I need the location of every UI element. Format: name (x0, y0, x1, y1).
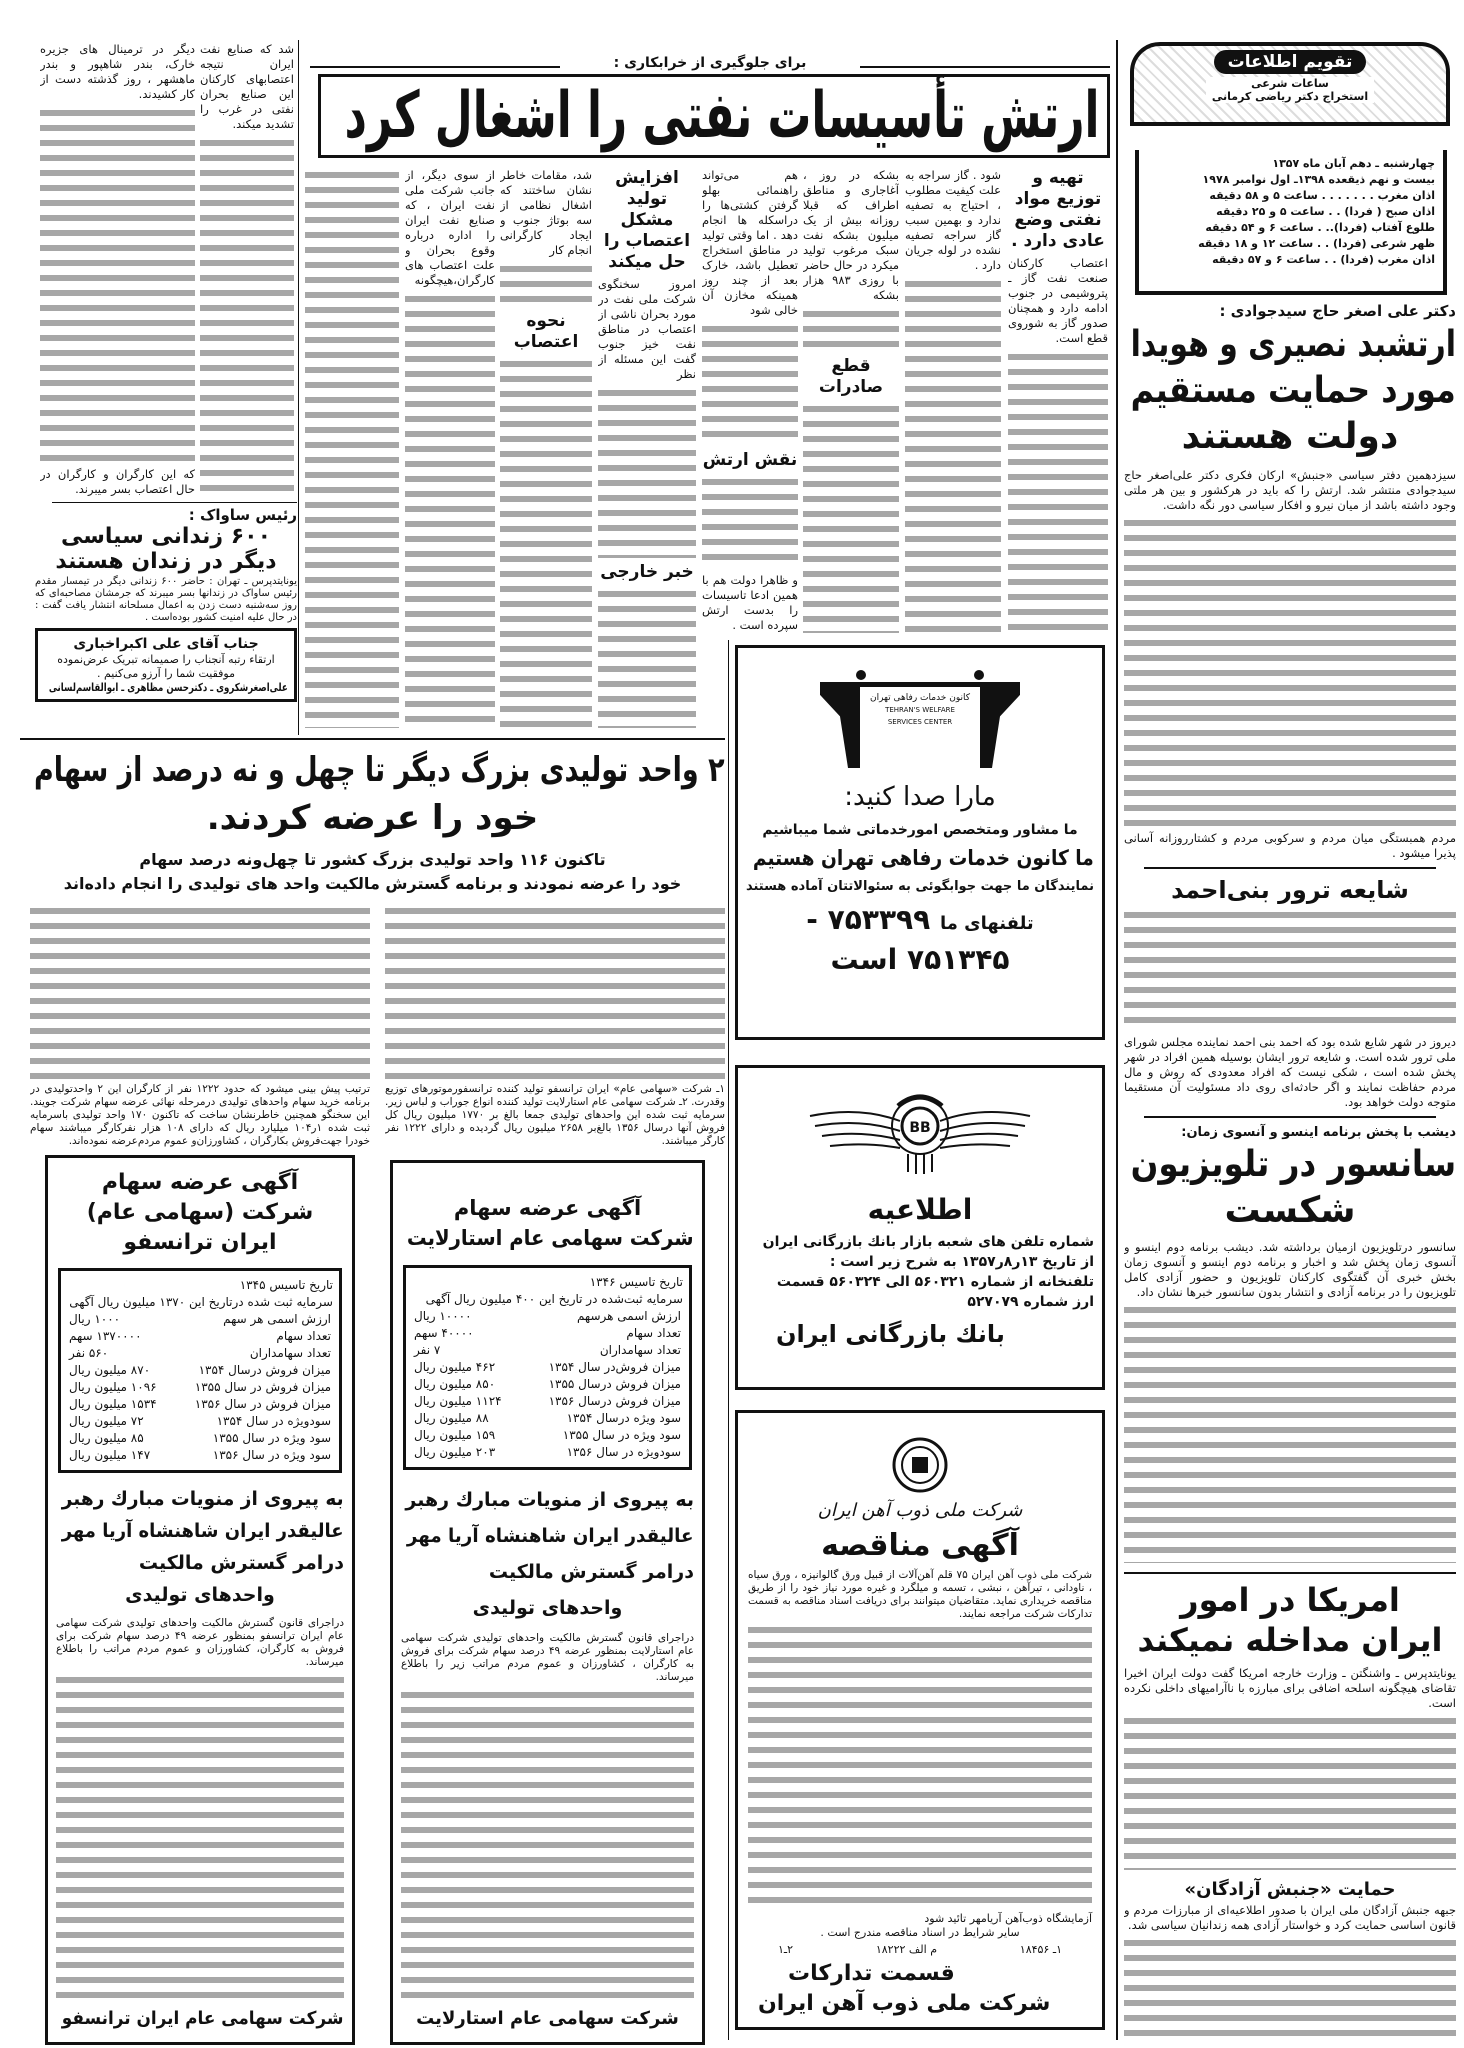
bank-notice-line (746, 1232, 1094, 1252)
fact-value: ۱۴۷ میلیون ریال (69, 1448, 151, 1462)
tv-headline (1124, 1142, 1456, 1234)
ad-title-line (401, 1223, 694, 1253)
calendar-date-hijri (1147, 172, 1435, 188)
ad-motto-line (401, 1590, 694, 1626)
article-text-lines (803, 402, 899, 633)
calendar-title: تقویم اطلاعات (1214, 50, 1367, 74)
fit-wrapper: حمایت «جنبش آزادگان» (1184, 1879, 1396, 1901)
tender-ref: ۲ـ۱ (778, 1943, 794, 1956)
fact-value: ۷۲ میلیون ریال (69, 1414, 144, 1428)
fit-wrapper: سانسور در تلویزیون (1130, 1144, 1456, 1186)
article-text-lines (40, 106, 195, 463)
tv-kicker (1124, 1124, 1456, 1142)
main-headline-box (318, 74, 1110, 158)
ad-fact-row (67, 1311, 333, 1328)
ad-footer (56, 2006, 344, 2032)
fact-label: میزان فروش درسال ۱۳۵۴ (198, 1363, 331, 1377)
article-text-lines (702, 475, 798, 569)
ad-starlight (390, 1160, 705, 2045)
javadi-headline-line (1124, 414, 1456, 460)
fit-wrapper: شرکت سهامی عام استارلایت (416, 2008, 679, 2029)
ad-iran-transfo (45, 1155, 355, 2045)
fit-wrapper: طلوع آفتاب (فردا).. . ساعت ۶ و ۵۴ دقیقه (1205, 221, 1435, 234)
fit-wrapper: چهارشنبه ـ دهم آبان ماه ۱۳۵۷ (1272, 157, 1435, 170)
prayer-time (1147, 204, 1435, 220)
fact-value: ۵۶۰ نفر (69, 1346, 109, 1360)
welfare-logo-texts (864, 692, 976, 728)
article-text-lines (385, 904, 725, 1079)
section-divider (20, 738, 725, 740)
phone-number (746, 942, 1094, 978)
logo-bar-shape (860, 682, 980, 687)
phones-label: تلفنهای ما (939, 913, 1034, 934)
left-column-1 (200, 42, 294, 497)
fact-label: ارزش اسمی هرسهم (576, 1309, 681, 1323)
main-column-5 (598, 168, 696, 728)
ad-title-line (56, 1168, 344, 1198)
fit-wrapper: شرکت سهامی عام استارلایت (407, 1226, 694, 1250)
tender-ref: م الف ۱۸۲۲۲ (875, 1943, 938, 1956)
ad-motto-line (56, 1515, 344, 1547)
divider (1144, 1116, 1436, 1118)
article-text-lines (500, 262, 592, 307)
tv-headline-line (1124, 1142, 1456, 1188)
article-text-lines (30, 904, 370, 1079)
welfare-line2 (746, 844, 1094, 872)
savak-kicker: رئیس ساواک : (188, 506, 297, 524)
prayer-time (1147, 252, 1435, 268)
main-text: بشکه در روز ، آغاجاری و مناطق اطراف که قبلا روزانه بیش از یک میلیون بشکه نفت سبک مرغوب تولید میکرد در حال حاضر با روزی ۹۸۳ هزار بشکه (803, 168, 899, 302)
bank-notice-title: اطلاعیه (867, 1193, 973, 1226)
article-text-lines (905, 277, 1001, 633)
tender-references (748, 1940, 1092, 1959)
savak-section (35, 506, 297, 732)
tender-sign2: شرکت ملی ذوب آهن ایران (758, 1991, 1051, 2016)
fact-label: تعداد سهام (276, 1329, 331, 1343)
fit-wrapper: خود را عرضه نمودند و برنامه گسترش مالکیت واحد های تولیدی را انجام داده‌اند (63, 874, 682, 893)
fit-wrapper: اذان مغرب . . . . . . . ساعت ۵ و ۵۸ دقیقه (1209, 189, 1435, 202)
ad-facts-table (67, 1311, 333, 1464)
left-text: دیگر در ترمینال های جزیره خارک، بندر شاهپور و بندر ماهشهر ، روز گذشته دست از کار کشیدند. (40, 42, 195, 101)
fact-label: سودویژه در سال ۱۳۵۶ (566, 1445, 681, 1459)
right-column-articles (1124, 302, 1456, 2040)
left-column-2 (40, 42, 195, 497)
ad-body: دراجرای قانون گسترش مالکیت واحدهای تولیدی شرکت سهامی عام استارلایت بمنظور عرضه ۴۹ درصد سهام شرکت برای فروش به کارگران ، کشاورزان و عموم مردم مراتب زیر را باطلاع میرساند. (401, 1632, 694, 1683)
main-text: شد، مقامات خاطر نشان ساختند که اشغال نظامی از سه بوتاژ جنوب و ایجاد کارگرانی انجام کار (500, 168, 592, 257)
article-text-lines (748, 1623, 1092, 1910)
fit-wrapper: آگهی عرضه سهام (101, 1170, 299, 1195)
fit-wrapper: تلفنخانه از شماره ۵۶۰۳۲۱ الی ۵۶۰۳۲۴ قسمت (776, 1274, 1094, 1290)
fit-wrapper: ارتش تأسیسات نفتی را اشغال کرد (344, 79, 1099, 153)
welfare-logo-text-en (864, 716, 976, 728)
ad-fact-row (412, 1325, 683, 1342)
left-text-end: که این کارگران و کارگران در حال اعتصاب بسر میبرند. (40, 467, 195, 496)
tender-title: آگهی مناقصه (821, 1528, 1019, 1563)
fact-value: ۱۰۰۰ ریال (69, 1312, 121, 1326)
main-text: و ظاهرا دولت هم با همین ادعا تاسیسات را بدست ارتش سپرده است . (702, 573, 798, 632)
ad-fact-row (67, 1430, 333, 1447)
fit-wrapper: امریکا در امور (1180, 1581, 1400, 1620)
article-text-lines (803, 307, 899, 352)
fit-wrapper: شایعه ترور بنی‌احمد (1171, 875, 1409, 904)
fit-wrapper: واحدهای تولیدی (472, 1597, 623, 1619)
congratulations-box (35, 628, 297, 702)
ad-fact: سرمایه ثبت‌شده در تاریخ این ۴۰۰ میلیون ریال آگهی (425, 1292, 683, 1306)
fit-wrapper: شرکت سهامی عام ایران ترانسفو (62, 2008, 344, 2029)
fact-label: تعداد سهامداران (249, 1346, 331, 1360)
main-kicker: برای جلوگیری از خرابکاری : (560, 54, 860, 72)
article-text-lines (1124, 1303, 1456, 1563)
main-text: امروز سخنگوی شرکت ملی نفت در مورد بحران ناشی از اعتصاب در مناطق نفت خیز جنوب گفت این مسئله از نظر (598, 277, 696, 381)
azadegan-headline (1124, 1877, 1456, 1903)
fit-wrapper: مورد حمایت مستقیم (1130, 370, 1456, 411)
prayer-times-box (1135, 150, 1447, 295)
ad-facts-table (412, 1308, 683, 1461)
shares-subheadline-line (20, 848, 725, 872)
article-text-lines (56, 1673, 344, 1998)
tender-company-script: شرکت ملی ذوب آهن ایران (817, 1500, 1023, 1521)
main-column-3 (803, 168, 899, 633)
javadi-headline-line (1124, 368, 1456, 414)
ad-title-line (56, 1228, 344, 1258)
ad-motto-line (401, 1518, 694, 1554)
ad-facts-table-body (67, 1311, 333, 1464)
shares-text-right (385, 904, 725, 1148)
fact-label: ارزش اسمی هر سهم (223, 1312, 331, 1326)
main-text: از سوی دیگر، از جانب شرکت ملی نفت ایران ، که صنایع نفت ایران را اداره درباره وقوع بحران و علت اعتصاب های کارگران،هیچگونه (405, 168, 495, 287)
ad-fact-row (67, 1396, 333, 1413)
welfare-line3 (746, 878, 1094, 896)
fact-value: ۴۰۰۰۰ سهم (414, 1326, 474, 1340)
article-text-lines (598, 587, 696, 729)
main-subhead: تهیه و توزیع مواد نفتی وضع عادی دارد . (1011, 168, 1105, 251)
article-text-lines (405, 292, 495, 728)
fact-label: سود ویژه در سال ۱۳۵۶ (212, 1448, 331, 1462)
article-text-lines (1124, 1936, 1456, 2040)
fit-wrapper: ارتشبد نصیری و هویدا (1130, 324, 1456, 365)
prayer-time (1147, 220, 1435, 236)
ad-title (56, 1168, 344, 1258)
welfare-logo-text-en (864, 704, 976, 716)
fact-label: تعداد سهامداران (599, 1343, 681, 1357)
fit-wrapper: ایران ترانسفو (123, 1230, 277, 1255)
ad-fact-row (412, 1359, 683, 1376)
fit-wrapper: ۲ واحد تولیدی بزرگ دیگر تا چهل و نه درصد از سهام (34, 750, 725, 790)
fit-wrapper: ارز شماره ۵۲۷۰۷۹ (967, 1294, 1094, 1310)
main-text: هم می‌تواند راهنمائی بهلو گرفتن کشتی‌ها را دراسکله ها انجام دهد . اما وقتی تولید در مناطق استخراج تعطیل باشد، خارک بعد از چند روز همینکه مخازن آن خالی شود (702, 168, 798, 317)
fit-wrapper: ظهر شرعی (فردا) . . ساعت ۱۲ و ۱۸ دقیقه (1198, 237, 1435, 250)
ad-fact-row (67, 1447, 333, 1464)
javadi-kicker (1124, 302, 1456, 320)
fit-wrapper: از تاریخ ۱۳ر۸ر۱۳۵۷ به شرح زیر است : (829, 1254, 1094, 1270)
ad-fact: تاریخ تاسیس ۱۳۴۵ (239, 1278, 333, 1292)
fit-wrapper: به پیروی از منویات مبارك رهبر (62, 1488, 344, 1510)
main-subhead: خبر خارجی (600, 561, 694, 582)
svg-text:BB: BB (909, 1120, 931, 1136)
divider (1144, 867, 1436, 869)
shares-text: ترتیب پیش بینی میشود که حدود ۱۲۲۲ نفر از کارگران این ۲ واحدتولیدی در برنامه خرید سهام واحدهای تولیدی درمرحله نهائی عرضه سهام شرکت جویند. این سخنگو همچنین خاطرنشان ساخت که تاکنون ۱۷۰ واحد تولیدی باسرمایه ثبت شده ۱ر۱۰۴ میلیارد ریال که دارای ۱۰۸ هزار نفرکارگر میباشند سهام خودرا جهت‌فروش بکارگران ، کشاورزان‌و عموم مردم‌عرضه نموده‌اند. (30, 1083, 370, 1147)
main-headline (329, 77, 1099, 155)
ad-title (401, 1193, 694, 1253)
tender-end-line: آزمایشگاه ذوب‌آهن آریامهر تائید شود (924, 1912, 1092, 1925)
fit-wrapper: شماره تلفن های شعبه بازار بانك بازرگانی ایران (762, 1234, 1094, 1250)
prayer-time (1147, 236, 1435, 252)
fact-label: سودویژه در سال ۱۳۵۴ (216, 1414, 331, 1428)
usa-headline-line (1124, 1620, 1456, 1660)
shares-headline-line (20, 794, 725, 842)
calendar-subtitle-2: استخراج دکتر ریاضی کرمانی (1211, 90, 1369, 103)
fit-wrapper: شرکت (سهامی عام) (86, 1200, 314, 1225)
fit-wrapper: دولت هستند (1181, 416, 1399, 457)
javadi-headline-line (1124, 322, 1456, 368)
ad-bank-bazargani (735, 1065, 1105, 1390)
shares-text-left (30, 904, 370, 1148)
ad-motto (401, 1482, 694, 1626)
fit-wrapper: نمایندگان ما جهت جوابگوئی به سئوالاتتان آماده هستند (745, 879, 1094, 894)
fact-value: ۲۰۳ میلیون ریال (414, 1445, 496, 1459)
ad-motto-line (401, 1554, 694, 1590)
ad-fact-row (412, 1444, 683, 1461)
ad-fact-row (67, 1345, 333, 1362)
logo-pillar-shape (980, 682, 1020, 768)
javadi-text: سیزدهمین دفتر سیاسی «جنبش» ارکان فکری دکتر علی‌اصغر حاج سیدجوادی منتشر شد. ارتش را که باید در هرکشور و بین هر ملتی وجود داشته باشد از میان نیرو و افکار سیاسی دور نگه داشت. (1124, 468, 1456, 512)
usa-headline-line (1124, 1580, 1456, 1620)
article-text-lines (200, 136, 294, 497)
main-text: شود . گاز سراجه به علت کیفیت مطلوب ، احتیاج به تصفیه ندارد و بهمین سبب گاز سراجه تصفیه نشده در لوله جریان دارد . (905, 168, 1001, 272)
fit-wrapper: آگهی عرضه سهام (453, 1196, 642, 1220)
tender-ref: ۱ـ ۱۸۴۵۶ (1019, 1943, 1062, 1956)
fit-wrapper: ما کانون خدمات رفاهی تهران هستیم (753, 846, 1094, 870)
article-text-lines (598, 386, 696, 558)
fit-wrapper: دیشب با پخش برنامه اینسو و آنسوی زمان: (1181, 1125, 1456, 1141)
fact-value: ۱۵۳۴ میلیون ریال (69, 1397, 157, 1411)
savak-headline: ۶۰۰ زندانی سیاسی دیگر در زندان هستند (55, 524, 277, 574)
ad-fact-row (67, 1379, 333, 1396)
main-column-1 (1008, 168, 1108, 633)
ad-welfare-center (735, 645, 1105, 1040)
congrats-title: جناب آقای علی اکبراخباری (73, 636, 259, 652)
fact-label: سود ویژه در سال ۱۳۵۵ (562, 1428, 681, 1442)
ad-footer (401, 2006, 694, 2032)
fit-wrapper: تاکنون ۱۱۶ واحد تولیدی بزرگ کشور تا چهل‌ونه درصد سهام (139, 850, 606, 869)
tv-headline-line (1124, 1188, 1456, 1234)
ad-title-line (56, 1198, 344, 1228)
rumor-text: دیروز در شهر شایع شده بود که احمد بنی احمد نماینده مجلس شورای ملی ترور شده است. و شایعه ترور ایشان بوسیله همین افراد در شهر پخش شده است ، شکی نیست که افراد معدودی که روش و مال مردم حفاظت نمایند و اگر حادثه‌ای روی داد مسئولیت آن مستقیما متوجه دولت خواهد بود. (1124, 1035, 1456, 1110)
ad-fact-row (412, 1410, 683, 1427)
fact-label: تعداد سهام (626, 1326, 681, 1340)
fit-wrapper: SERVICES CENTER (887, 718, 953, 726)
main-subhead: قطع صادرات (818, 356, 884, 397)
usa-text: یونایتدپرس ـ واشنگتن ـ وزارت خارجه امریکا گفت دولت ایران اخیرا تقاضای هیچگونه اسلحه اضافی برای مبارزه با ناآرامیهای داخلی نکرده است. (1124, 1666, 1456, 1711)
prayer-time (1147, 188, 1435, 204)
bank-notice-body (746, 1232, 1094, 1312)
fit-wrapper: ایران مداخله نمیکند (1137, 1621, 1443, 1660)
welfare-call (746, 780, 1094, 814)
fit-wrapper: درامر گسترش مالکیت (488, 1561, 694, 1583)
fact-value: ۱۰۹۶ میلیون ریال (69, 1380, 157, 1394)
shares-text: ۱ـ شرکت «سهامی عام» ایران ترانسفو تولید کننده ترانسفورموتورهای توزیع وقدرت. ۲ـ شرکت سهامی عام استارلایت تولید کننده انواع جوراب و لباس زیر. سرمایه ثبت شده این واحدهای تولیدی جمعا بالغ بر ۱۷۷۰ میلیون ریال کل فروش آنها درسال ۱۳۵۶ بالغ‌بر ۲۶۵۸ میلیون ریال گردیده و دارای ۱۲۲۲ نفر کارگر میباشند. (385, 1083, 725, 1147)
main-subhead: افزایش تولید مشکل اعتصاب را حل میکند (603, 168, 691, 272)
tender-end (748, 1912, 1092, 1940)
main-column-8 (305, 168, 399, 728)
tv-text: سانسور درتلویزیون ازمیان برداشته شد. دیشب برنامه دوم اینسو و آنسوی زمان پخش شد و اخبار و برنامه دوم اینسو و آنسوی زمان بخش خبری آن گفتگوی کارکنان تلویزیون و حضور آزادی کامل تلویزیون را در برنامه آزادی و انتشار بدون سانسور خبرها نشان داد. (1124, 1240, 1456, 1300)
tender-end-line: سایر شرایط در اسناد مناقصه مندرج است . (820, 1926, 1020, 1939)
javadi-headline (1124, 322, 1456, 460)
rumor-headline (1124, 875, 1456, 905)
fit-wrapper: عالیقدر ایران شاهنشاه آریا مهر (62, 1520, 344, 1542)
divider (52, 502, 297, 503)
fit-wrapper: خود را عرضه کردند. (206, 798, 539, 838)
column-divider (728, 640, 729, 2040)
usa-headline (1124, 1580, 1456, 1660)
ad-facts-box (58, 1268, 342, 1473)
welfare-line1 (746, 820, 1094, 840)
fact-label: سود ویژه در سال ۱۳۵۵ (212, 1431, 331, 1445)
main-column-2 (905, 168, 1001, 633)
fit-wrapper: واحدهای تولیدی (125, 1584, 275, 1606)
main-column-6 (500, 168, 592, 728)
shares-headline (20, 746, 725, 842)
fact-label: سود ویژه درسال ۱۳۵۴ (566, 1411, 681, 1425)
fact-value: ۴۶۲ میلیون ریال (414, 1360, 496, 1374)
tender-sign1: قسمت تدارکات (788, 1961, 955, 1986)
fact-value: ۸۵ میلیون ریال (69, 1431, 144, 1445)
calendar-date (1147, 156, 1435, 172)
ad-facts-table-body (412, 1308, 683, 1461)
ad-motto-line (56, 1483, 344, 1515)
fact-label: میزان فروش درسال ۱۳۵۶ (548, 1394, 681, 1408)
bank-signature: بانك بازرگانی ایران (776, 1320, 1005, 1348)
article-text-lines (305, 168, 399, 728)
fact-value: ۱۱۲۴ میلیون ریال (414, 1394, 502, 1408)
ad-fact-row (67, 1413, 333, 1430)
fit-wrapper: درامر گسترش مالکیت (138, 1552, 344, 1574)
calendar-subtitle-1: ساعات شرعی (1251, 77, 1329, 90)
logo-pillar-shape (820, 682, 860, 768)
welfare-logo-text (864, 692, 976, 704)
shares-subheadline (20, 848, 725, 896)
shares-subheadline-line (20, 872, 725, 896)
fit-wrapper (806, 902, 1033, 942)
fact-value: ۷ نفر (414, 1343, 441, 1357)
main-text: اعتصاب کارکنان صنعت نفت گاز ـ پتروشیمی در جنوب ادامه دارد و همچنان صدور گاز به شوروی قطع است. (1008, 256, 1108, 345)
ad-fact: تاریخ تاسیس ۱۳۴۶ (589, 1275, 683, 1289)
ad-title-line (401, 1193, 694, 1223)
article-text-lines (1008, 350, 1108, 633)
article-text-lines (500, 357, 592, 728)
bank-notice-line (746, 1272, 1094, 1292)
article-text-lines (702, 322, 798, 446)
main-subhead: نقش ارتش (702, 450, 798, 470)
fit-wrapper: ما مشاور ومتخصص امورخدماتی شما میباشیم (762, 822, 1078, 838)
fact-value: ۱۳۷۰۰۰۰ سهم (69, 1329, 142, 1343)
azadegan-text: جبهه جنبش آزادگان ملی ایران با صدور اطلاعیه‌ای از مبارزات مردم و قانون اساسی حمایت کرد و خواستار آزادی همه زندانیان سیاسی شد. (1124, 1903, 1456, 1933)
fit-wrapper: اذان مغرب (فردا) . . ساعت ۶ و ۵۷ دقیقه (1212, 253, 1435, 266)
bank-notice-line (746, 1252, 1094, 1272)
main-column-7 (405, 168, 495, 728)
fit-wrapper: دکتر علی اصغر حاج سیدجوادی : (1219, 302, 1456, 320)
ad-fact-row (412, 1427, 683, 1444)
shares-headline-line (20, 746, 725, 794)
savak-text: یونایتدپرس ـ تهران : حاضر ۶۰۰ زندانی دیگر در تیمسار مقدم رئیس ساواک در زندانها بسر میبرند که جرمشان مصاحبه‌ای که روز سه‌شنبه دست زدن به اعمال مسلحانه انتشار یافت گفت : در حال علیه امنیت کشور بوده‌است . (35, 576, 297, 623)
ad-fact-row (412, 1342, 683, 1359)
ad-fact-row (67, 1362, 333, 1379)
fact-value: ۱۰۰۰۰ ریال (414, 1309, 472, 1323)
ad-motto-line (56, 1547, 344, 1579)
welfare-logo (820, 670, 1020, 770)
phone-number: ۷۵۳۳۹۹ - (806, 903, 931, 936)
fact-label: میزان فروش درسال ۱۳۵۵ (548, 1377, 681, 1391)
ad-fact: سرمایه ثبت شده درتاریخ این ۱۳۷۰ میلیون ریال آگهی (69, 1295, 333, 1309)
article-text-lines (401, 1688, 694, 1998)
main-subhead: نحوه اعتصاب (513, 311, 579, 352)
fit-wrapper: شکست (1224, 1190, 1356, 1232)
ad-fact-row (412, 1308, 683, 1325)
fit-wrapper: به پیروی از منویات مبارك رهبر (405, 1489, 694, 1511)
fact-value: ۸۵۰ میلیون ریال (414, 1377, 496, 1391)
left-text: شد که صنایع نفت ایران نتیجه اعتصابهای کارکنان این صنایع بحران نفتی در غرب را تشدید میکند. (200, 42, 294, 131)
article-text-lines (1124, 908, 1456, 1033)
fact-value: ۸۸ میلیون ریال (414, 1411, 489, 1425)
fact-label: میزان فروش‌در سال ۱۳۵۴ (548, 1360, 681, 1374)
ad-facts-box (403, 1265, 692, 1470)
fit-wrapper: کانون خدمات رفاهی تهران (869, 693, 971, 703)
ad-fact-row (412, 1393, 683, 1410)
divider (1124, 1572, 1456, 1574)
calendar-subtitle (1206, 77, 1374, 103)
fit-wrapper: مارا صدا کنید: (844, 782, 996, 812)
fit-wrapper: TEHRAN'S WELFARE (885, 706, 955, 714)
ad-motto-line (401, 1482, 694, 1518)
article-text-lines (1124, 1714, 1456, 1870)
fit-wrapper: ۷۵۱۳۴۵ است (830, 943, 1010, 976)
calendar-ornament (1130, 42, 1450, 126)
fit-wrapper: عالیقدر ایران شاهنشاه آریا مهر (407, 1525, 694, 1547)
ad-fact-row (67, 1328, 333, 1345)
ad-body: دراجرای قانون گسترش مالکیت واحدهای تولیدی شرکت سهامی عام ایران ترانسفو بمنظور عرضه ۴۹ درصد سهام شرکت برای فروش به کارگران، کشاورزان و عموم مردم مراتب را باطلاع میرساند. (56, 1617, 344, 1668)
column-divider (1116, 40, 1118, 2040)
congrats-text: ارتقاء رتبه آنجناب را صمیمانه تبریک عرض‌نموده موفقیت شما را آرزو می‌کنیم . (57, 653, 275, 680)
bank-notice-line (746, 1292, 1094, 1312)
steel-company-seal-icon (892, 1437, 948, 1493)
column-divider (298, 40, 299, 735)
ad-tender-steel (735, 1410, 1105, 2030)
shares-section (20, 746, 725, 1148)
congrats-signers (44, 681, 288, 695)
bank-winged-emblem-icon (800, 1076, 1040, 1176)
welfare-phones (746, 902, 1094, 942)
ad-motto-line (56, 1579, 344, 1611)
fact-label: میزان فروش در سال ۱۳۵۵ (194, 1380, 331, 1394)
fit-wrapper: بیست و نهم ذیقعده ۱۳۹۸ـ اول نوامبر ۱۹۷۸ (1202, 173, 1435, 186)
article-text-lines (1124, 516, 1456, 828)
fit-wrapper: اذان صبح ( فردا) . . ساعت ۵ و ۲۵ دقیقه (1216, 205, 1435, 218)
tender-body: شرکت ملی ذوب آهن ایران ۷۵ قلم آهن‌آلات از قبیل ورق گالوانیزه ، ورق سیاه ، ناودانی ، تیرآهن ، نبشی ، تسمه و میلگرد و غیره مورد نیاز خود را از طریق مناقصه خریداری نماید. متقاضیان میتوانند برای دریافت اسناد مناقصه به قسمت تدارکات شرکت مراجعه نمایند. (748, 1569, 1093, 1620)
ad-fact-row (412, 1376, 683, 1393)
fact-label: میزان فروش در سال ۱۳۵۶ (194, 1397, 331, 1411)
logo-dot-shape (974, 670, 984, 680)
logo-dot-shape (856, 670, 866, 680)
ad-motto (56, 1483, 344, 1611)
shares-text-row (20, 904, 725, 1148)
fit-wrapper: علی‌اصغرشکروی ـ دکترحسن مظاهری ـ ابوالقاسم‌لسانی (49, 681, 288, 694)
fact-value: ۸۷۰ میلیون ریال (69, 1363, 151, 1377)
fact-value: ۱۵۹ میلیون ریال (414, 1428, 496, 1442)
main-column-4 (702, 168, 798, 633)
javadi-text-end: مردم همبستگی میان مردم و سرکوبی مردم و کشتارروزانه آسانی پذیرا میشود . (1124, 830, 1456, 860)
